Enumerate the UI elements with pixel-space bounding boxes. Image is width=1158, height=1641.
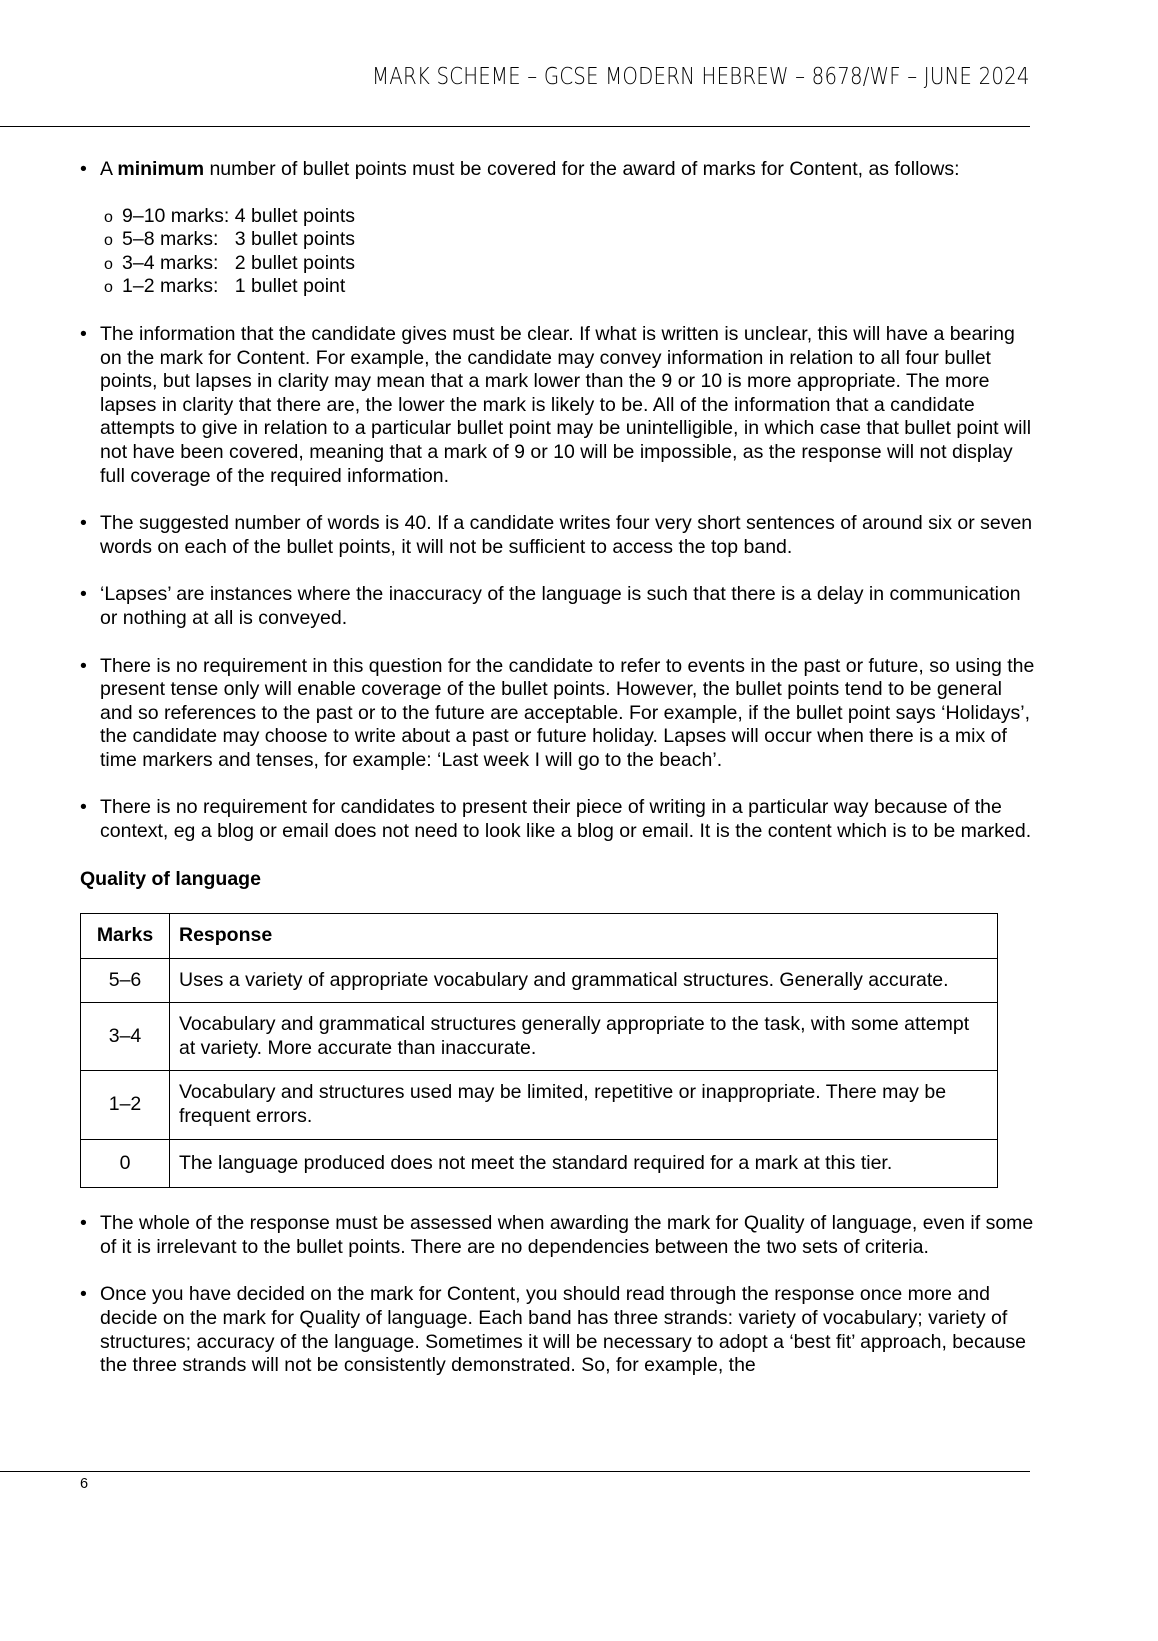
marks-cell: 0 [81,1139,170,1188]
table-row [81,1003,998,1071]
sublist-item: o 9–10 marks: 4 bullet points [102,205,1035,229]
bullet-text: number of bullet points must be covered for the award of marks for Content, as follows: [204,158,960,180]
marks-cell: 3–4 [81,1003,170,1071]
table-header-row [81,913,998,958]
column-header-marks: Marks [81,913,170,958]
bullet-text: A [100,158,118,180]
bullet-lapses: • ‘Lapses’ are instances where the inaccuracy of the language is such that there is a delay in communication or nothing at all is conveyed. [80,583,1035,630]
response-cell: The language produced does not meet the standard required for a mark at this tier. [170,1139,998,1188]
column-header-response: Response [170,913,998,958]
bullet-best-fit: • Once you have decided on the mark for Content, you should read through the response once more and decide on the mark for Quality of language. Each band has three strands: variety of vocabulary; variety of structures; accuracy of the language. Sometimes it will be necessary to adopt a ‘best fit’ approach, because the three strands will not be consistently demonstrated. So, for example, the [80,1283,1035,1377]
bullet-minimum-coverage [80,158,1035,299]
page-number: 6 [80,1476,89,1492]
table-row [81,1071,998,1139]
table-row [81,1139,998,1188]
sublist-item: o 1–2 marks: 1 bullet point [102,275,1035,299]
bullet-whole-response: • The whole of the response must be assessed when awarding the mark for Quality of language, even if some of it is irrelevant to the bullet points. There are no dependencies between the two sets of criteria. [80,1212,1035,1259]
bullet-presentation: • There is no requirement for candidates to present their piece of writing in a particular way because of the context, eg a blog or email does not need to look like a blog or email. It is the content which is to be marked. [80,796,1035,843]
sublist-item: o 3–4 marks: 2 bullet points [102,252,1035,276]
quality-of-language-table [80,913,998,1189]
footer-mask [0,1471,1030,1641]
response-cell: Vocabulary and grammatical structures generally appropriate to the task, with some attempt at variety. More accurate than inaccurate. [170,1003,998,1071]
sublist-item: o 5–8 marks: 3 bullet points [102,228,1035,252]
table-row [81,958,998,1003]
bullet-tenses: • There is no requirement in this question for the candidate to refer to events in the past or future, so using the present tense only will enable coverage of the bullet points. However, the bullet points tend to be general and so references to the past or to the future are acceptable. For example, if the bullet point says ‘Holidays’, the candidate may choose to write about a past or future holiday. Lapses will occur when there is a mix of time markers and tenses, for example: ‘Last week I will go to the beach’. [80,655,1035,773]
footer-divider [0,1471,1030,1472]
marks-bullet-sublist [102,205,1035,299]
page-content [80,158,1035,1402]
response-cell: Uses a variety of appropriate vocabulary and grammatical structures. Generally accurate. [170,958,998,1003]
bullet-word-count: • The suggested number of words is 40. If a candidate writes four very short sentences of around six or seven words on each of the bullet points, it will not be sufficient to access the top band. [80,512,1035,559]
bullet-clarity: • The information that the candidate gives must be clear. If what is written is unclear, this will have a bearing on the mark for Content. For example, the candidate may convey information in relation to all four bullet points, but lapses in clarity may mean that a mark lower than the 9 or 10 is more appropriate. The more lapses in clarity that there are, the lower the mark is likely to be. All of the information that a candidate attempts to give in relation to a particular bullet point may be unintelligible, in which case that bullet point will not have been covered, meaning that a mark of 9 or 10 will be impossible, as the response will not display full coverage of the required information. [80,323,1035,488]
marks-cell: 1–2 [81,1071,170,1139]
marks-cell: 5–6 [81,958,170,1003]
response-cell: Vocabulary and structures used may be limited, repetitive or inappropriate. There may be frequent errors. [170,1071,998,1139]
quality-of-language-heading: Quality of language [80,867,261,890]
page-header-title: MARK SCHEME – GCSE MODERN HEBREW – 8678/WF – JUNE 2024 [372,64,1030,90]
bullet-bold-text: minimum [117,158,205,180]
header-divider [0,126,1030,127]
